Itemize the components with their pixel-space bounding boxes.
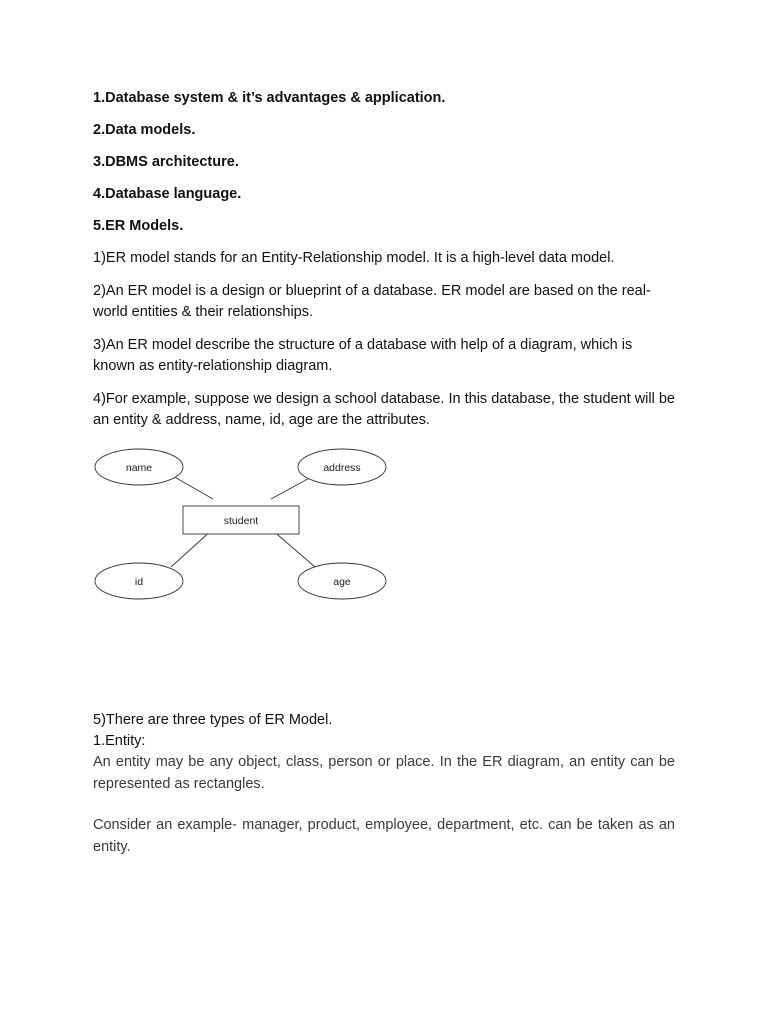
topic-heading-5: 5.ER Models.: [93, 218, 184, 234]
attribute-address-label: address: [323, 461, 361, 474]
connector-name: [171, 475, 213, 499]
connector-age: [271, 529, 315, 567]
attribute-name: [95, 449, 183, 485]
point-3: 3)An ER model describe the structure of a database with help of a diagram, which is known as entity-relationship diagram.: [93, 336, 633, 374]
entity-subheading: 1.Entity:: [93, 733, 146, 749]
attribute-address: [298, 449, 386, 485]
attribute-id-label: id: [134, 575, 144, 588]
topic-heading-2: 2.Data models.: [93, 122, 196, 138]
er-types-section: [93, 710, 675, 858]
topic-heading-1: 1.Database system & it’s advantages & application.: [93, 90, 446, 106]
topic-heading-3: 3.DBMS architecture.: [93, 154, 239, 170]
attribute-name-label: name: [125, 461, 153, 474]
connector-id: [171, 529, 213, 567]
types-intro: 5)There are three types of ER Model.: [93, 712, 333, 728]
entity-definition: An entity may be any object, class, person or place. In the ER diagram, an entity can be represented as rectangles.: [93, 754, 675, 792]
point-2: 2)An ER model is a design or blueprint of a database. ER model are based on the real-world entities & their relationships.: [93, 282, 651, 320]
attribute-age-label: age: [333, 575, 351, 588]
attribute-id: [95, 563, 183, 599]
entity-student-label: student: [223, 514, 259, 527]
attribute-age: [298, 563, 386, 599]
paragraph-gap: [93, 795, 675, 815]
topic-heading-4: 4.Database language.: [93, 186, 242, 202]
document-body: [93, 88, 675, 606]
entity-example: Consider an example- manager, product, employee, department, etc. can be taken as an entity.: [93, 817, 675, 855]
er-diagram: [93, 446, 393, 606]
point-1: 1)ER model stands for an Entity-Relationship model. It is a high-level data model.: [93, 250, 615, 266]
entity-student: [183, 506, 299, 534]
point-4: 4)For example, suppose we design a school database. In this database, the student will be an entity & address, name, id, age are the attributes.: [93, 390, 675, 428]
